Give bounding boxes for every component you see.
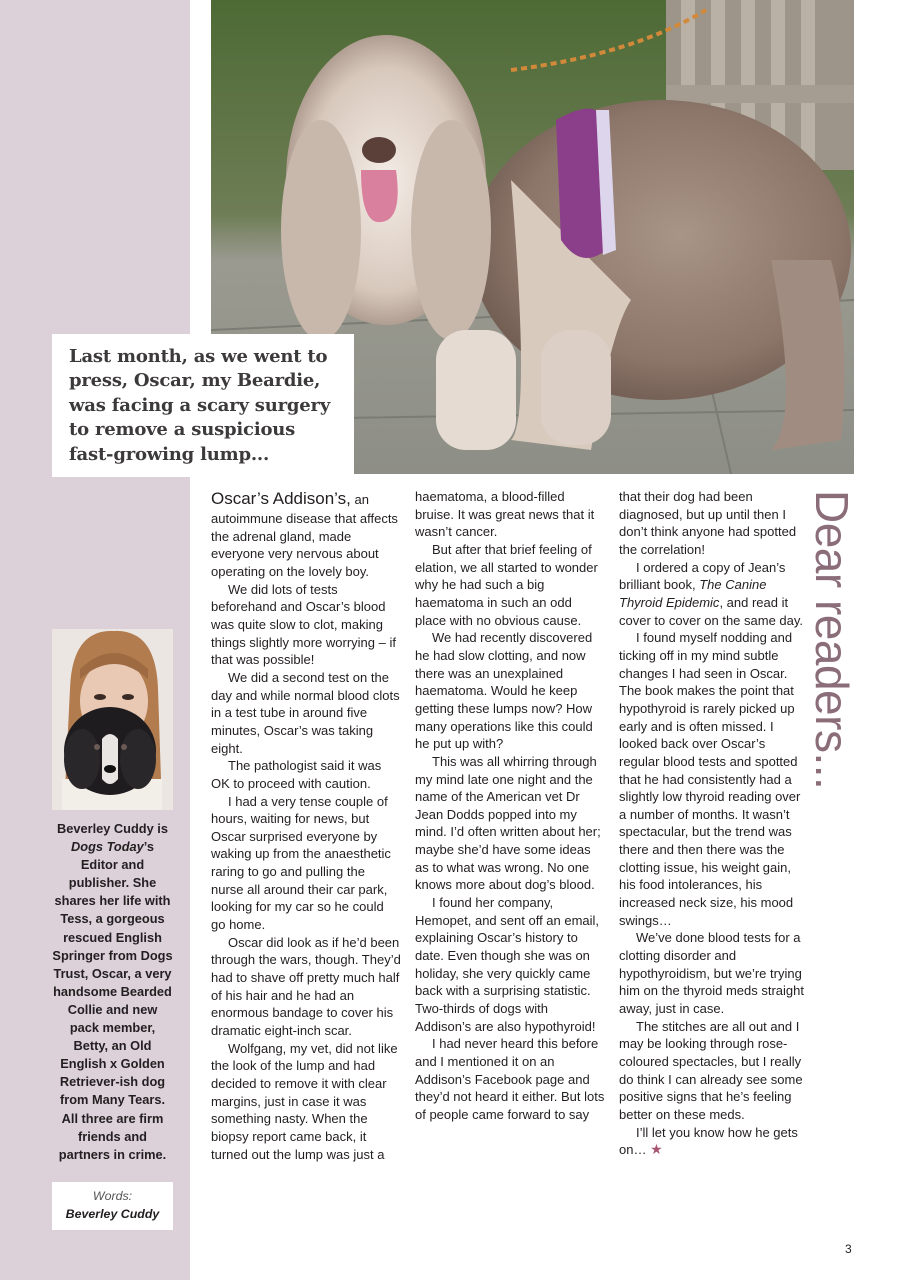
author-portrait bbox=[52, 629, 173, 810]
article-paragraph: I found her company, Hemopet, and sent off an email, explaining Oscar’s history to date. Even though she was on holiday, she very quickly came back with a surprising statistic. Two-thirds of dogs with Addison’s are also hypothyroid! bbox=[415, 895, 600, 1034]
article-column-3 bbox=[619, 488, 809, 1159]
article-paragraph: We’ve done blood tests for a clotting disorder and hypothyroidism, but we’re trying him on the thyroid meds straight away, just in case. bbox=[619, 930, 804, 1017]
article-paragraph bbox=[211, 488, 401, 581]
article-paragraph bbox=[619, 1124, 809, 1159]
article-paragraph: Wolfgang, my vet, did not like the look of the lump and had decided to remove it with clear margins, just in case it was something nasty. When the biopsy report came back, it turned out the lump was just a bbox=[211, 1040, 398, 1162]
author-bio bbox=[52, 820, 173, 1164]
article-paragraph: Oscar did look as if he’d been through the wars, though. They’d had to shave off pretty much half of his hair and he had an enormous bandage to cover his dramatic eight-inch scar. bbox=[211, 934, 401, 1039]
article-paragraph: But after that brief feeling of elation, we all started to wonder why he had such a big haematoma in such an odd place with no obvious cause. bbox=[415, 541, 598, 628]
article-paragraph: I had a very tense couple of hours, waiting for news, but Oscar surprised everyone by waking up from the anaesthetic raring to go and pulling the nurse all around their car park, looking for my car so he could go home. bbox=[211, 793, 391, 933]
article-lead-in: Oscar’s Addison’s, bbox=[211, 489, 351, 508]
page-number: 3 bbox=[845, 1242, 852, 1256]
article-paragraph: This was all whirring through my mind late one night and the name of the American vet Dr Jean Dodds popped into my mind. I’d often written about her; maybe she’d have some ideas as to what was wrong. No one knows more about dog’s blood. bbox=[415, 753, 601, 893]
article-paragraph: We did a second test on the day and while normal blood clots in a test tube in around five minutes, Oscar’s was taking eight. bbox=[211, 669, 400, 756]
page-title-text: Dear readers... bbox=[806, 490, 858, 790]
intro-text: Last month, as we went to press, Oscar, my Beardie, was facing a scary surgery to remove a suspicious fast-growing lump... bbox=[69, 346, 331, 465]
article-paragraph: I had never heard this before and I mentioned it on an Addison’s Facebook page and they’d not heard it either. But lots of people came forward to say bbox=[415, 1036, 605, 1122]
article-paragraph: We had recently discovered he had slow clotting, and now there was an unexplained haematoma. Would he keep getting these lumps now? How many operations like this could he put up with? bbox=[415, 630, 593, 752]
book-title: The Canine Thyroid Epidemic bbox=[619, 577, 767, 610]
article-paragraph: We did lots of tests beforehand and Oscar’s blood was quite slow to clot, making things slightly more worrying – if that was possible! bbox=[211, 581, 396, 668]
bio-post: ’s Editor and publisher. She shares her life with Tess, a gorgeous rescued English Springer from Dogs Trust, Oscar, a very handsome Bearded Collie and new pack member, Betty, an Old English x Golden Retriever-ish dog from Many Tears. All three are firm friends and partners in crime. bbox=[52, 839, 173, 1162]
book-mention-post: , and read it cover to cover on the same day. bbox=[619, 594, 804, 628]
page-title bbox=[806, 490, 858, 820]
intro-standfirst bbox=[52, 334, 354, 477]
article-paragraph: The pathologist said it was OK to proceed with caution. bbox=[211, 758, 382, 791]
article-column-2 bbox=[415, 488, 605, 1124]
bio-publication: Dogs Today bbox=[71, 839, 144, 855]
article-paragraph: that their dog had been diagnosed, but up until then I don’t think anyone had spotted the correlation! bbox=[619, 489, 797, 557]
article-paragraph: I found myself nodding and ticking off in my mind subtle changes I had seen in Oscar. The book makes the point that hypothyroid is rarely picked up early and is often missed. I looked back over Oscar’s regular blood tests and spotted that he had consistently had a slightly low thyroid reading over a number of months. It wasn’t spectacular, but the trend was there and then there was the clotting issue, his weight gain, his food intolerances, his increased neck size, his mood swings… bbox=[619, 630, 801, 928]
bio-pre: Beverley Cuddy is bbox=[57, 821, 168, 836]
article-paragraph: The stitches are all out and I may be looking through rose-coloured spectacles, but I really do think I can already see some positive signs that he’s feeling better on these meds. bbox=[619, 1018, 803, 1122]
credit-label: Words: bbox=[92, 1189, 133, 1203]
author-credit-box bbox=[52, 1182, 173, 1230]
article-lead-text: an autoimmune disease that affects the adrenal gland, made everyone very nervous about operating on the lovely boy. bbox=[211, 492, 398, 579]
article-column-1 bbox=[211, 488, 401, 1163]
closing-text: I’ll let you know how he gets on… bbox=[619, 1124, 798, 1158]
article-paragraph: haematoma, a blood-filled bruise. It was great news that it wasn’t cancer. bbox=[415, 489, 595, 540]
credit-name: Beverley Cuddy bbox=[65, 1206, 160, 1221]
article-paragraph bbox=[619, 559, 809, 630]
author-with-dog-illustration bbox=[52, 629, 173, 810]
book-mention-pre: I ordered a copy of Jean’s brilliant book, bbox=[619, 559, 786, 593]
end-star-icon: ★ bbox=[650, 1141, 663, 1158]
